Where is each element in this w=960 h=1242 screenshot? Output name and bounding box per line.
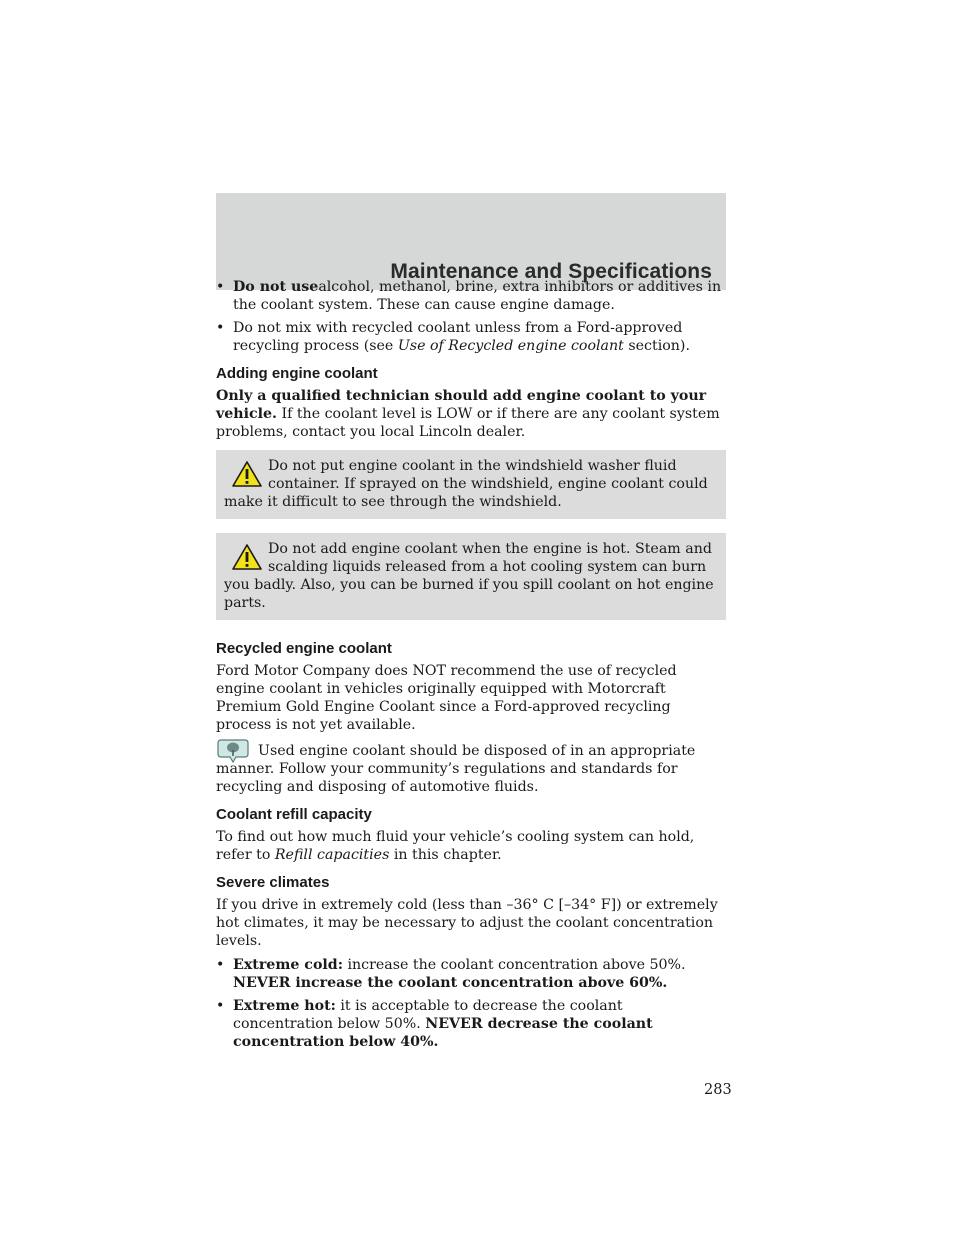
bold-text: Do not use xyxy=(233,279,319,295)
bold-text: NEVER increase the coolant concentration above 60%. xyxy=(233,975,668,991)
page-title: Maintenance and Specifications xyxy=(390,260,712,283)
paragraph xyxy=(216,387,726,441)
bold-text: NEVER decrease the coolant concentration below 40%. xyxy=(233,1016,653,1050)
paragraph xyxy=(216,828,726,864)
cross-reference: Use of Recycled engine coolant xyxy=(397,338,624,354)
bullet-mark: • xyxy=(216,998,225,1014)
section-heading: Severe climates xyxy=(216,874,330,891)
bold-text: Extreme cold: xyxy=(233,957,343,973)
bold-text: Only a qualified technician should add engine coolant to your vehicle. xyxy=(216,388,707,422)
body-text: it is acceptable to decrease the coolant concentration below 50%. xyxy=(233,998,623,1032)
section-heading: Coolant refill capacity xyxy=(216,806,372,823)
body-text: To find out how much fluid your vehicle’s cooling system can hold, refer to xyxy=(216,829,695,863)
tree-icon xyxy=(216,738,258,760)
bullet-mark: • xyxy=(216,957,225,973)
paragraph: Ford Motor Company does NOT recommend the use of recycled engine coolant in vehicles originally equipped with Motorcraft Premium Gold Engine Coolant since a Ford-approved recycling process is not yet available. xyxy=(216,663,677,733)
bullet-mark: • xyxy=(216,279,225,295)
note-text: Used engine coolant should be disposed of in an appropriate manner. Follow your community’s regulations and standards for recycling and disposing of automotive fluids. xyxy=(216,743,696,795)
section-heading: Recycled engine coolant xyxy=(216,640,392,657)
warning-box xyxy=(216,450,726,519)
page-number: 283 xyxy=(704,1082,732,1098)
environment-note xyxy=(216,742,726,796)
content xyxy=(216,278,726,1056)
warning-box xyxy=(216,533,726,620)
body-text: alcohol, methanol, brine, extra inhibitors or additives in the coolant system. These can cause engine damage. xyxy=(233,279,722,313)
body-text: section). xyxy=(623,338,690,354)
warning-text: Do not add engine coolant when the engine is hot. Steam and scalding liquids released from a hot cooling system can burn you badly. Also, you can be burned if you spill coolant on hot engine parts. xyxy=(224,541,714,611)
paragraph: If you drive in extremely cold (less than –36° C [–34° F]) or extremely hot climates, it may be necessary to adjust the coolant concentration levels. xyxy=(216,897,718,949)
body-text: If the coolant level is LOW or if there are any coolant system problems, contact you local Lincoln dealer. xyxy=(216,406,720,440)
bold-text: Extreme hot: xyxy=(233,998,336,1014)
warning-triangle-icon xyxy=(224,544,268,574)
body-text: increase the coolant concentration above 50%. xyxy=(342,957,686,973)
list-item xyxy=(216,997,726,1051)
warning-triangle-icon xyxy=(224,461,268,491)
warning-text: Do not put engine coolant in the windshield washer fluid container. If sprayed on the windshield, engine coolant could make it difficult to see through the windshield. xyxy=(224,458,708,510)
list-item xyxy=(216,319,726,355)
header-band xyxy=(216,193,726,290)
section-heading: Adding engine coolant xyxy=(216,365,378,382)
cross-reference: Refill capacities xyxy=(274,847,390,863)
list-item xyxy=(216,278,726,314)
body-text: Do not mix with recycled coolant unless from a Ford-approved recycling process (see xyxy=(233,320,683,354)
body-text: in this chapter. xyxy=(389,847,502,863)
bullet-mark: • xyxy=(216,320,225,336)
list-item xyxy=(216,956,726,992)
